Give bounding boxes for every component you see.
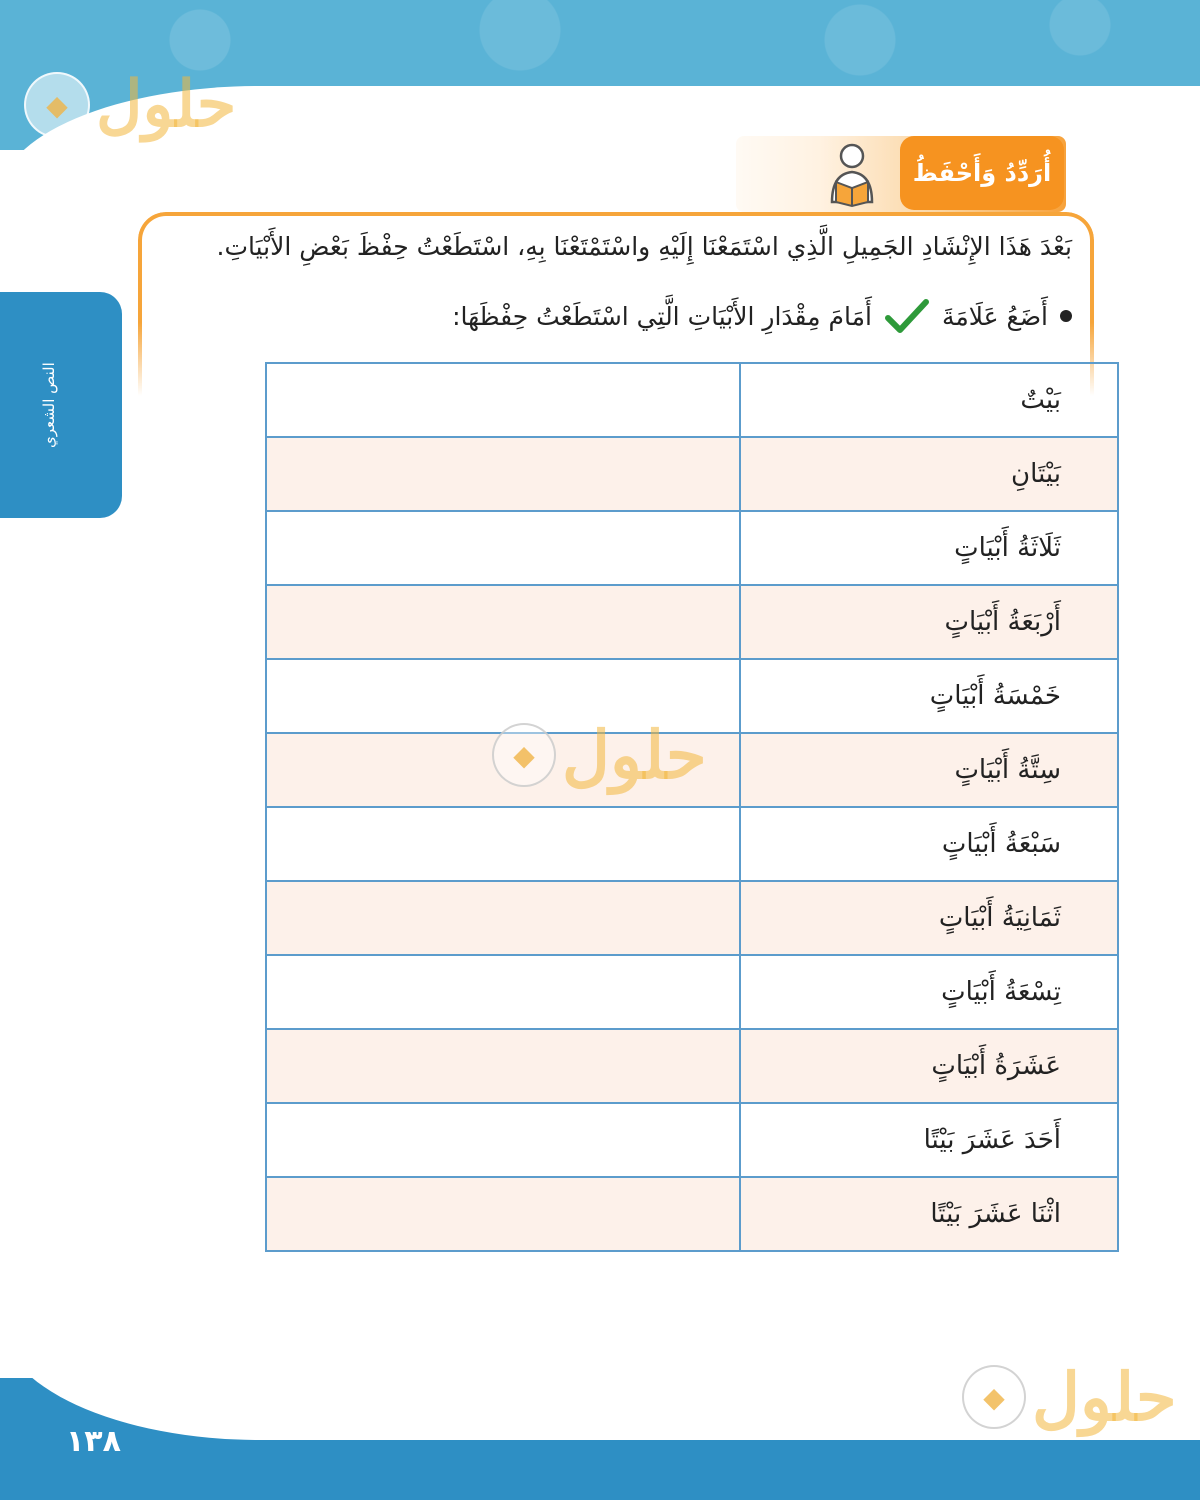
verse-count-label: اثْنَا عَشَرَ بَيْتًا <box>740 1177 1118 1251</box>
side-tab-label: النص الشعري <box>40 362 58 448</box>
section-side-tab <box>0 292 122 518</box>
table-row <box>266 807 1118 881</box>
instruction-line <box>152 296 1072 336</box>
table-row <box>266 585 1118 659</box>
page-number: ١٣٨ <box>66 1424 121 1459</box>
table-row <box>266 437 1118 511</box>
check-cell[interactable] <box>266 807 740 881</box>
verses-table <box>265 362 1119 1252</box>
intro-text: بَعْدَ هَذَا الإِنْشَادِ الجَمِيلِ الَّذِي اسْتَمَعْنَا إِلَيْهِ واسْتَمْتَعْنَا بِهِ، اسْتَطَعْتُ حِفْظَ بَعْضِ الأَبْيَاتِ. <box>216 232 1072 261</box>
reader-icon <box>826 142 878 208</box>
table-row <box>266 1103 1118 1177</box>
verse-count-label: سِتَّةُ أَبْيَاتٍ <box>740 733 1118 807</box>
verse-count-label: أَحَدَ عَشَرَ بَيْتًا <box>740 1103 1118 1177</box>
watermark-text: حلول <box>1032 1358 1177 1436</box>
checkmark-icon <box>884 296 930 336</box>
check-cell[interactable] <box>266 585 740 659</box>
verse-count-label: عَشَرَةُ أَبْيَاتٍ <box>740 1029 1118 1103</box>
check-cell[interactable] <box>266 881 740 955</box>
instruction-text-before: أَضَعُ عَلَامَةَ <box>941 301 1048 331</box>
book-icon: ◆ <box>492 723 556 787</box>
watermark-text: حلول <box>562 716 707 794</box>
check-cell[interactable] <box>266 1103 740 1177</box>
check-cell[interactable] <box>266 1177 740 1251</box>
instruction-text-after: أَمَامَ مِقْدَارِ الأَبْيَاتِ الَّتِي اسْتَطَعْتُ حِفْظَهَا: <box>452 301 872 331</box>
table-row <box>266 363 1118 437</box>
watermark-logo-top <box>24 67 237 142</box>
table-row <box>266 1177 1118 1251</box>
verse-count-label: ثَلَاثَةُ أَبْيَاتٍ <box>740 511 1118 585</box>
verse-count-label: بَيْتَانِ <box>740 437 1118 511</box>
table-row <box>266 955 1118 1029</box>
check-cell[interactable] <box>266 363 740 437</box>
check-cell[interactable] <box>266 955 740 1029</box>
book-icon: ◆ <box>962 1365 1026 1429</box>
verse-count-label: خَمْسَةُ أَبْيَاتٍ <box>740 659 1118 733</box>
verse-count-label: تِسْعَةُ أَبْيَاتٍ <box>740 955 1118 1029</box>
check-cell[interactable] <box>266 437 740 511</box>
table-row <box>266 511 1118 585</box>
check-cell[interactable] <box>266 1029 740 1103</box>
verse-count-label: سَبْعَةُ أَبْيَاتٍ <box>740 807 1118 881</box>
check-cell[interactable] <box>266 511 740 585</box>
section-title: أُرَدِّدُ وَأَحْفَظُ <box>900 136 1064 210</box>
verse-count-label: أَرْبَعَةُ أَبْيَاتٍ <box>740 585 1118 659</box>
table-row <box>266 881 1118 955</box>
book-icon: ◆ <box>24 72 90 138</box>
table-row <box>266 1029 1118 1103</box>
verse-count-label: ثَمَانِيَةُ أَبْيَاتٍ <box>740 881 1118 955</box>
bullet-icon <box>1060 310 1072 322</box>
watermark-logo-bottom <box>962 1358 1177 1436</box>
verse-count-label: بَيْتٌ <box>740 363 1118 437</box>
watermark-logo-center <box>492 716 707 794</box>
watermark-text: حلول <box>96 67 237 142</box>
